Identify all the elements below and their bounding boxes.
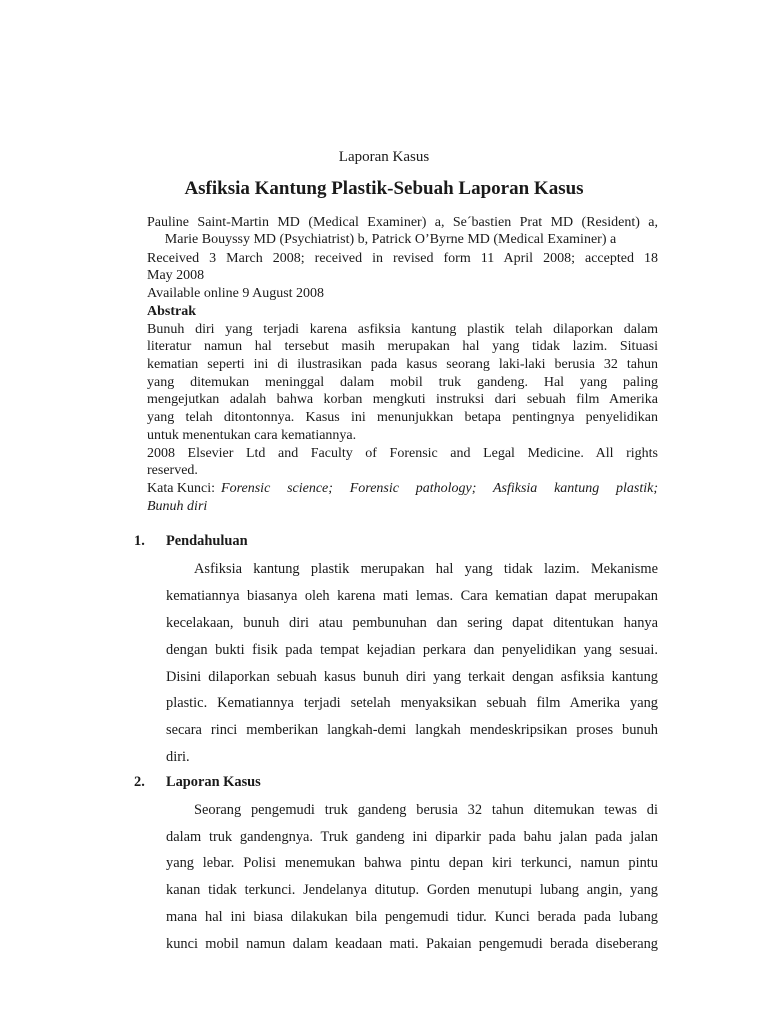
body-line: plastic. Kematiannya terjadi setelah menyaksikan sebuah film Amerika yang [166, 695, 658, 711]
body-line: kunci mobil namun dalam keadaan mati. Pakaian pengemudi berada diseberang [166, 936, 658, 952]
keywords-text: Forensic science; Forensic pathology; Asfiksia kantung plastik; [221, 481, 658, 496]
body-line: Seorang pengemudi truk gandeng berusia 32 tahun ditemukan tewas di [194, 802, 658, 818]
abstract-label: Abstrak [147, 304, 197, 319]
body-line: mana hal ini biasa dilakukan bila pengemudi tidur. Kunci berada pada lubang [166, 909, 658, 925]
body-line: Disini dilaporkan sebuah kasus bunuh diri yang terkait dengan asfiksia kantung [166, 669, 658, 685]
section-title: Pendahuluan [166, 533, 248, 549]
abstract-line: literatur namun hal tersebut masih merupakan hal yang tidak lazim. Situasi [147, 339, 658, 354]
copyright-line-1: 2008 Elsevier Ltd and Faculty of Forensic and Legal Medicine. All rights [147, 446, 658, 461]
authors-line-2: Marie Bouyssy MD (Psychiatrist) b, Patrick O’Byrne MD (Medical Examiner) a [164, 232, 617, 247]
body-line: kecelakaan, bunuh diri atau pembunuhan dan sering dapat ditentukan hanya [166, 615, 658, 631]
body-line: yang lebar. Polisi menemukan bahwa pintu depan kiri terkunci, namun pintu [166, 855, 658, 871]
available-online: Available online 9 August 2008 [147, 286, 325, 301]
section-title: Laporan Kasus [166, 774, 261, 790]
section-heading [134, 774, 261, 791]
authors-line-1: Pauline Saint-Martin MD (Medical Examiner) a, Se´bastien Prat MD (Resident) a, [147, 215, 658, 230]
keywords-line-2: Bunuh diri [147, 499, 208, 514]
section-heading [134, 533, 248, 550]
received-line-2: May 2008 [147, 268, 205, 283]
keywords-label: Kata Kunci: [147, 481, 216, 496]
section-number: 1. [134, 533, 145, 549]
keywords-line-1 [147, 480, 658, 497]
body-line: dengan bukti fisik pada tempat kejadian perkara dan penyelidikan yang sesuai. [166, 642, 658, 658]
abstract-line: yang ditemukan meninggal dalam mobil truk gandeng. Hal yang paling [147, 375, 658, 390]
section-number: 2. [134, 774, 145, 790]
abstract-line: Bunuh diri yang terjadi karena asfiksia kantung plastik telah dilaporkan dalam [147, 322, 658, 337]
copyright-line-2: reserved. [147, 463, 198, 478]
body-line: diri. [166, 749, 190, 765]
page-title: Asfiksia Kantung Plastik-Sebuah Laporan Kasus [184, 178, 584, 199]
body-line: secara rinci memberikan langkah-demi langkah mendeskripsikan proses bunuh [166, 722, 658, 738]
received-line-1: Received 3 March 2008; received in revised form 11 April 2008; accepted 18 [147, 251, 658, 266]
report-kind: Laporan Kasus [338, 149, 430, 165]
body-line: dalam truk gandengnya. Truk gandeng ini diparkir pada bahu jalan pada jalan [166, 829, 658, 845]
body-line: Asfiksia kantung plastik merupakan hal yang tidak lazim. Mekanisme [194, 561, 658, 577]
body-line: kematiannya biasanya oleh karena mati lemas. Cara kematian dapat merupakan [166, 588, 658, 604]
body-line: kanan tidak terkunci. Jendelanya ditutup. Gorden menutupi lubang angin, yang [166, 882, 658, 898]
abstract-line: mengejutkan adalah bahwa korban mengkuti instruksi dari sebuah film Amerika [147, 392, 658, 407]
abstract-line: yang telah ditontonnya. Kasus ini menunjukkan betapa pentingnya penyelidikan [147, 410, 658, 425]
abstract-line: untuk menentukan cara kematiannya. [147, 428, 357, 443]
abstract-line: kematian seperti ini di ilustrasikan pada kasus seorang laki-laki berusia 32 tahun [147, 357, 658, 372]
